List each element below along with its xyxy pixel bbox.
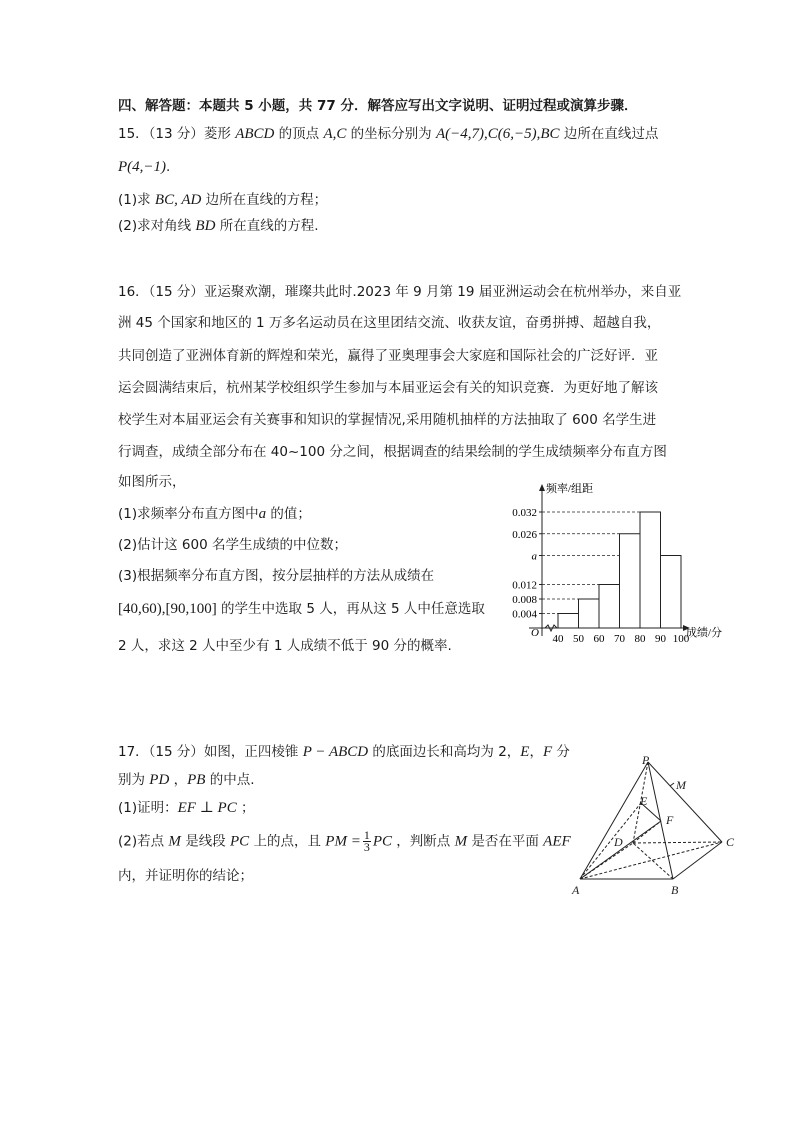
label-m: M (676, 778, 686, 792)
y-tick-label-0: 0.004 (512, 608, 537, 621)
q16-part-3-line-1: (3)根据频率分布直方图，按分层抽样的方法从成绩在 (118, 568, 435, 584)
q16-line-6: 行调查，成绩全部分布在 40~100 分之间，根据调查的结果绘制的学生成绩频率分布直方图 (118, 444, 667, 460)
q17-part-1 (118, 798, 255, 818)
q15-part1-b: 边所在直线的方程； (201, 192, 328, 208)
y-tick-label-3: a (531, 550, 537, 563)
q16-part-1 (118, 504, 311, 524)
frequency-histogram (496, 478, 742, 646)
q15-line-2 (118, 157, 170, 177)
m-marker (670, 783, 674, 786)
q15-part1-a: (1)求 (118, 192, 155, 208)
q17-part1-b: ； (236, 800, 255, 816)
segment-af (580, 821, 661, 879)
q16-part-3-line-3: 2 人，求这 2 人中至少有 1 人成绩不低于 90 分的概率. (118, 638, 452, 654)
edge-pa (580, 762, 648, 879)
bar-90-100 (661, 556, 682, 629)
q17-part1-math: EF ⊥ PC (177, 800, 237, 816)
q17-part2-m: M (168, 833, 181, 850)
q15-part2-a: (2)求对角线 (118, 218, 196, 234)
q17-part2-a: (2)若点 (118, 833, 169, 850)
q16-part-2: (2)估计这 600 名学生成绩的中位数； (118, 537, 347, 553)
q15-part2-math: BD (195, 218, 216, 234)
q17-part2-b: 是线段 (180, 833, 231, 850)
x-tick-label-60: 60 (593, 633, 605, 645)
q17-l2-c: 的中点. (205, 772, 255, 788)
y-tick-label-1: 0.008 (512, 594, 537, 606)
bar-70-80 (620, 534, 641, 628)
q17-l2-a: 别为 (118, 772, 150, 788)
q15-ac: A,C (323, 126, 347, 142)
q15-lead: 15．（13 分）菱形 (118, 126, 236, 142)
y-tick-label-2: 0.012 (512, 579, 537, 592)
q16-line-2: 洲 45 个国家和地区的 1 万多名运动员在这里团结交流、收获友谊，奋勇拼搏、超越自我， (118, 315, 661, 331)
x-tick-label-70: 70 (614, 633, 625, 645)
y-axis-label: 频率/组距 (546, 483, 594, 495)
label-e: E (640, 794, 648, 808)
bar-80-90 (640, 512, 661, 628)
q15-point-c: C(6,−5) (487, 126, 537, 142)
q17-part2-e: 是否在平面 (467, 833, 544, 850)
fraction-numerator: 1 (363, 828, 370, 842)
q15-part-2 (118, 216, 319, 236)
q16-line-5: 校学生对本届亚运会有关赛事和知识的掌握情况,采用随机抽样的方法抽取了 600 名学生进 (118, 412, 657, 428)
q16-line-1: 16．（15 分）亚运聚欢潮，璀璨共此时.2023 年 9 月第 19 届亚洲运动会在杭州举办，来自亚 (118, 284, 682, 300)
q17-part2-m-2: M (454, 833, 468, 850)
q17-part2-c: 上的点，且 (249, 833, 326, 850)
x-tick-label-40: 40 (552, 633, 564, 645)
q16-line-4: 运会圆满结束后，杭州某学校组织学生参加与本届亚运会有关的知识竞赛．为更好地了解该 (118, 380, 658, 396)
q16-line-7: 如图所示， (118, 474, 186, 490)
segment-db (633, 821, 661, 843)
q17-part2-aef: AEF (543, 833, 571, 850)
edge-dc (633, 842, 722, 843)
q17-line-2 (118, 770, 255, 790)
q16-part3-line2-text: 的学生中选取 5 人，再从这 5 人中任意选取 (216, 601, 485, 617)
x-tick-label-100: 100 (672, 633, 690, 645)
q17-l2-pd: PD (149, 772, 170, 788)
q17-l1-e: E (520, 744, 530, 760)
edge-bc (673, 842, 722, 879)
q15-text-3: 边所在直线过点 (559, 126, 659, 142)
q16-part-3-line-2 (118, 599, 485, 619)
label-f: F (666, 813, 674, 827)
q17-line-1 (118, 742, 570, 762)
segment-bd (633, 843, 673, 879)
x-tick-label-80: 80 (634, 633, 646, 645)
q17-part1-a: (1)证明： (118, 800, 178, 816)
q17-l1-b: 的底面边长和高均为 2， (368, 744, 521, 760)
q15-line-1 (118, 124, 658, 144)
q16-part1-math: a (258, 506, 267, 522)
y-axis-arrow (539, 484, 545, 491)
origin-label: O (531, 627, 539, 639)
segment-ae (580, 803, 641, 879)
q15-abcd: ABCD (235, 126, 275, 142)
q15-part1-math: BC, AD (154, 192, 202, 208)
q15-text-2: 的坐标分别为 (346, 126, 436, 142)
q15-part2-b: 所在直线的方程. (215, 218, 319, 234)
q15-bc: BC (540, 126, 560, 142)
q16-part1-a: (1)求频率分布直方图中 (118, 506, 259, 522)
q15-comma-2: , (536, 126, 541, 142)
q15-point-a: A(−4,7) (435, 126, 485, 142)
q15-text-1: 的顶点 (274, 126, 324, 142)
bar-60-70 (599, 585, 620, 629)
q15-part-1 (118, 190, 327, 210)
x-tick-label-90: 90 (655, 633, 666, 645)
q17-part2-pc-2: PC (372, 833, 392, 850)
q15-comma: , (484, 126, 488, 142)
q17-part-3: 内，并证明你的结论； (118, 868, 253, 884)
q17-part-2 (118, 830, 571, 853)
bar-40-50 (558, 614, 579, 629)
q17-l1-f: F (542, 744, 553, 760)
pyramid-figure (570, 752, 740, 897)
q17-part2-pm: PM = (325, 833, 361, 850)
y-tick-label-5: 0.032 (512, 507, 537, 519)
segment-ac (580, 842, 722, 879)
fraction-denominator: 3 (363, 840, 370, 854)
q16-interval: [40,60),[90,100] (118, 601, 217, 617)
q17-l1-math: P − ABCD (302, 744, 369, 760)
section-heading-text: 四、解答题：本题共 5 小题，共 77 分．解答应写出文字说明、证明过程或演算步骤． (118, 98, 638, 114)
q16-line-3: 共同创造了亚洲体育新的辉煌和荣光，赢得了亚奥理事会大家庭和国际社会的广泛好评．亚 (118, 348, 658, 364)
label-d: D (614, 835, 623, 849)
q17-l1-d: 分 (552, 744, 570, 760)
q15-dot: . (166, 159, 171, 175)
edge-pc (648, 762, 722, 842)
bar-50-60 (579, 599, 600, 628)
fraction-one-third (363, 830, 371, 853)
label-a: A (572, 883, 580, 897)
q17-l2-pb: PB (187, 772, 206, 788)
q15-point-p: P(4,−1) (118, 159, 167, 175)
q17-part2-pc: PC (230, 833, 250, 850)
x-axis-label: 成绩/分 (686, 627, 723, 639)
q17-l2-b: ， (169, 772, 188, 788)
q17-part2-d: ，判断点 (391, 833, 455, 850)
y-tick-label-4: 0.026 (512, 528, 537, 541)
x-tick-label-50: 50 (573, 633, 584, 645)
q17-l1-c: ， (529, 744, 543, 760)
label-c: C (726, 835, 735, 849)
label-p: P (642, 753, 650, 767)
q17-l1-a: 17．（15 分）如图，正四棱锥 (118, 744, 303, 760)
label-b: B (671, 883, 679, 897)
q16-part1-b: 的值； (266, 506, 311, 522)
section-heading (118, 96, 637, 116)
